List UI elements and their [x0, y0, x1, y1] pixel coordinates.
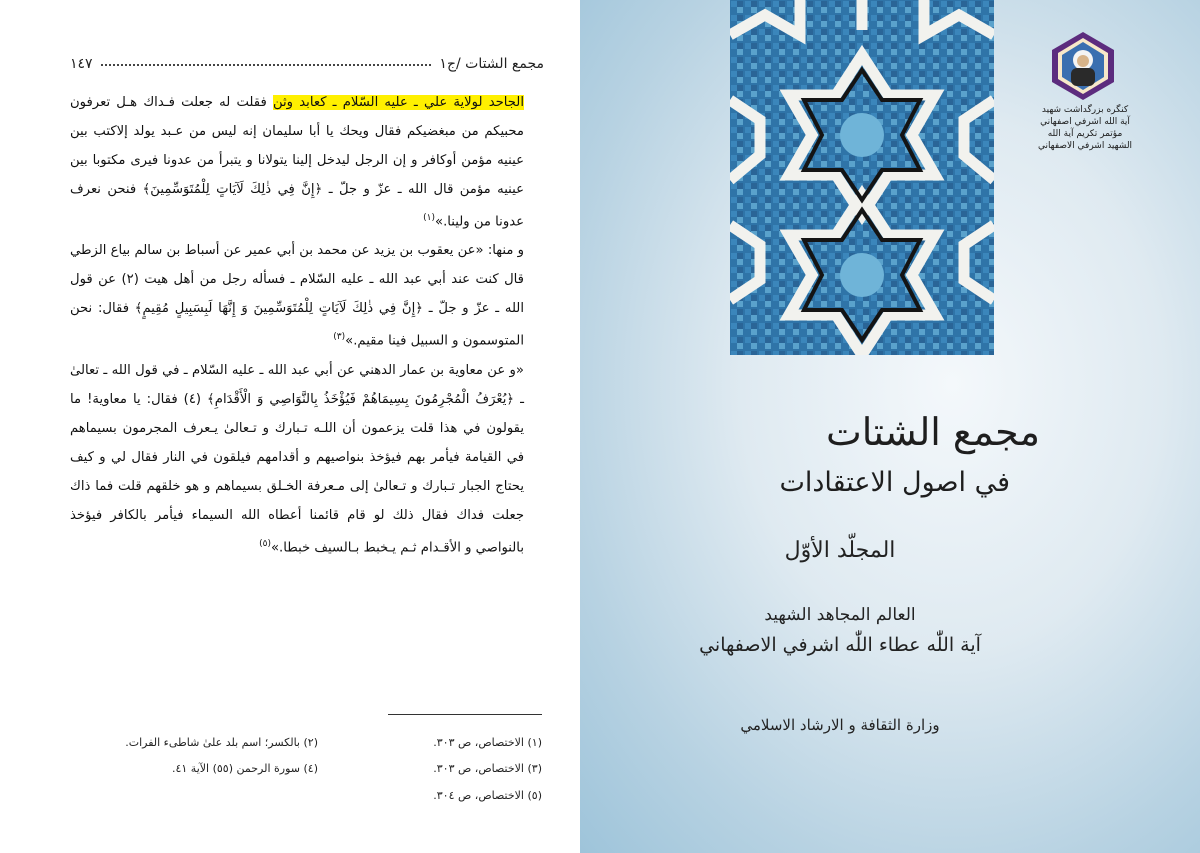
footnote-ref: (١) [423, 213, 436, 223]
footnote: (٣) الاختصاص، ص ٣٠٣. [433, 762, 542, 775]
page-body [70, 88, 524, 562]
book-cover [580, 0, 1200, 853]
book-subtitle: في اصول الاعتقادات [779, 467, 1010, 498]
leader-dots [101, 62, 432, 66]
logo-caption [1030, 104, 1140, 152]
page-number: ١٤٧ [70, 56, 93, 72]
paragraph [70, 88, 524, 236]
paragraph [70, 236, 524, 355]
footnote-ref: (٥) [259, 538, 271, 549]
publisher: وزارة الثقافة و الارشاد الاسلامي [740, 716, 940, 734]
book-title: مجمع الشتات [825, 410, 1040, 454]
footnote-divider [388, 714, 542, 715]
page-header [70, 52, 544, 76]
logo-caption-line: الشهيد اشرفي الاصفهاني [1037, 141, 1133, 151]
mosaic-tile-image [730, 0, 994, 355]
running-title: مجمع الشتات /ج١ [439, 56, 544, 72]
paragraph-text: «و عن معاوية بن عمار الدهني عن أبي عبد الله ـ عليه السّلام ـ في قول الله ـ تعالىٰ ـ ﴿يُعْرَفُ الْمُجْرِمُونَ بِسِيمَاهُمْ فَيُؤْخَذُ بِالنَّوَاصِي وَ الْأَقْدَامِ﴾ (٤) فقال: يا معاوية! ما يقولون في هذا قلت يزعمون أن اللـه تـبارك و تـعالىٰ يـعرف المجرمون بسيماهم في القيامة فيأمر بهم فيؤخذ بنواصيهم و أقدامهم فيلقون في النار فقال لي و كيف يحتاج الجبار تـبارك و تـعالىٰ إلى مـعرفة الخـلق بسيماهم و هو خلقهم قلت فما ذاك جعلت فداك فقال ذلك لو قام قائمنا أعطاه الله السيماء فيأمر بالكافر فيؤخذ بالنواصي و الأقـدام ثـم يـخبط بـالسيف خبطا.» [70, 362, 524, 556]
paragraph-text: فقلت له جعلت فـداك هـل تعرفون محبيكم من مبغضيكم فقال ويحك يا أبا سليمان إنه ليس من عـبد يولد إلاكتب بين عينيه مؤمن أوكافر و إن الرجل ليدخل إلينا يتولانا و يتبرأ من عدونا فيرى مكتوبا بين عينيه مؤمن قال الله ـ عزّ و جلّ ـ ﴿إِنَّ فِي ذٰلِكَ لَآيَاتٍ لِلْمُتَوَسِّمِينَ﴾ فنحن نعرف عدونا من ولينا.» [70, 95, 524, 230]
logo-caption-line: كنگره بزرگداشت شهيد [1041, 105, 1129, 115]
footnote: (٥) الاختصاص، ص ٣٠٤. [433, 789, 542, 802]
footnote: (١) الاختصاص، ص ٣٠٣. [433, 736, 542, 749]
footnote-ref: (٣) [333, 332, 346, 343]
footnote: (٤) سورة الرحمن (٥٥) الآية ٤١. [171, 762, 318, 775]
paragraph [70, 356, 524, 562]
star-pattern-icon [730, 0, 994, 355]
footnote: (٢) بالكسر؛ اسم بلد علىٰ شاطىء الفرات. [125, 736, 318, 749]
author-name: آية اللّٰه عطاء اللّٰه اشرفي الاصفهاني [699, 634, 981, 656]
logo-caption-line: مؤتمر تكريم آية الله [1047, 129, 1123, 139]
book-page-left [0, 0, 580, 853]
congress-logo-icon [1048, 30, 1118, 102]
author-honorific: العالم المجاهد الشهيد [764, 605, 916, 625]
logo-caption-line: آية الله اشرفي اصفهاني [1040, 117, 1130, 127]
highlighted-text: الجاحد لولاية علي ـ عليه السّلام ـ كعابد وثن [272, 95, 524, 110]
volume-label: المجلّد الأوّل [784, 538, 896, 563]
paragraph-text: و منها: «عن يعقوب بن يزيد عن محمد بن أبي عمير عن أسباط بن سالم بياع الزطي قال كنت عند أبي عبد الله ـ عليه السّلام ـ فسأله رجل من أهل هيت (٢) عن قول الله ـ عزّ و جلّ ـ ﴿إِنَّ فِي ذٰلِكَ لَآيَاتٍ لِلْمُتَوَسِّمِينَ وَ إِنَّهَا لَبِسَبِيلٍ مُقِيمٍ﴾ فقال: نحن المتوسمون و السبيل فينا مقيم.» [70, 243, 524, 349]
